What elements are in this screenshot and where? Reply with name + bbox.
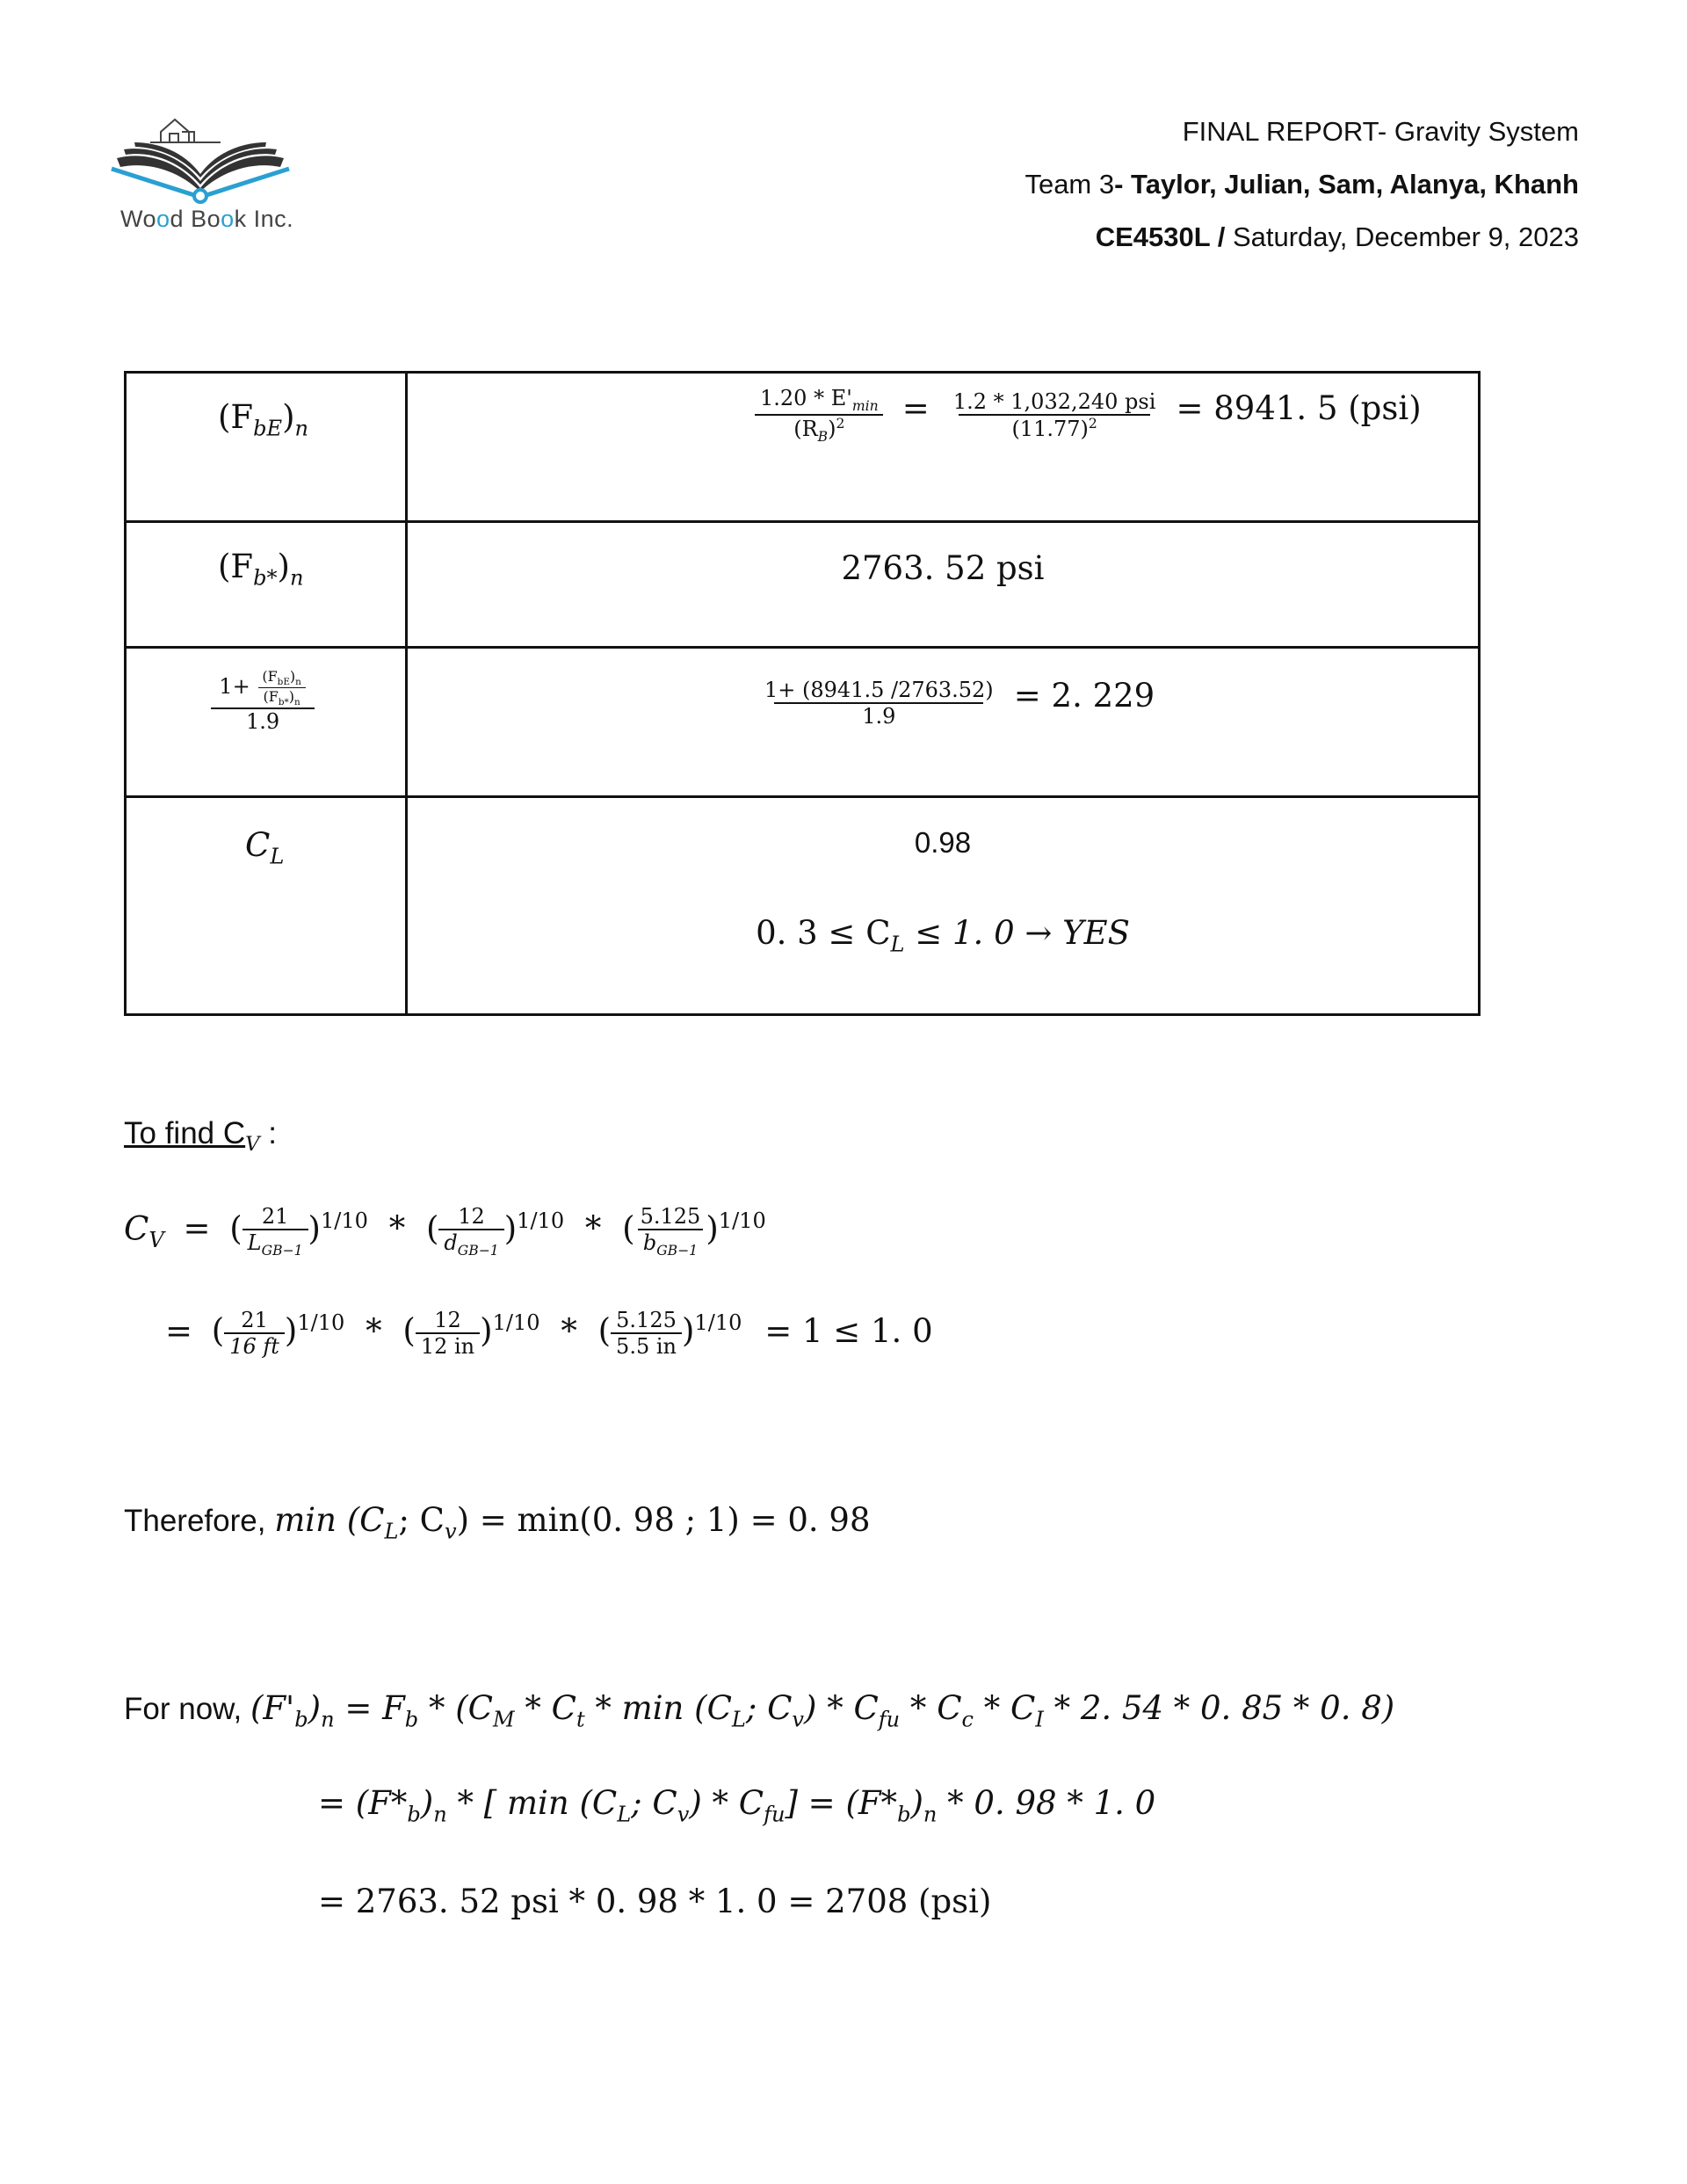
fraction: $\frac{1.20 * E'_{min}}{(R_B)^2}$: [755, 386, 884, 445]
fraction: $\frac{\text{1.2 * 1,032,240 psi}}{(11.77)^2}$: [952, 388, 1156, 441]
table-row: [127, 798, 1478, 1013]
fraction: $\frac{1+ (8941.5 /2763.52)}{1.9}$: [764, 677, 994, 729]
logo-text: Wood Book Inc.: [120, 206, 294, 232]
row-label: [127, 649, 408, 795]
row-label: $(F_{bE})_n$: [127, 374, 408, 520]
range-check: 0. $3 \le C_L \le 1$. 0 → YES: [756, 914, 1130, 957]
calculation-table: [124, 371, 1481, 1016]
table-row: [127, 523, 1478, 649]
row-value: 0.98 0. $3 \le C_L \le 1$. 0 → YES: [408, 798, 1478, 1013]
row-label: $C_L$: [127, 798, 408, 1013]
row-value: $\frac{1.20 * E'_{min}}{(R_B)^2}$ = $\frac{\text{1.2 * 1,032,240 psi}}{(11.77)^2}$ = 8941. 5 (psi): [408, 374, 1478, 520]
course-date-line: CE4530L / Saturday, December 9, 2023: [1095, 221, 1579, 252]
fraction: 1+ $\frac{(F_{bE})_n}{(F_{b*})_n}$ 1.9: [211, 668, 315, 734]
table-row: [127, 649, 1478, 798]
row-value: 2763. 52 psi: [841, 549, 1045, 587]
report-title: FINAL REPORT- Gravity System: [1182, 116, 1579, 147]
table-row: [127, 374, 1478, 523]
for-now-step-2: = $(F*_b)_n$ * [ $\min (C_L$; $C_v) * C_{fu}] = (F*_b)_n * 0$. 98 * 1. 0: [318, 1784, 1156, 1827]
for-now-formula: For now, $(F'_b)_n = F_b * (C_M * C_t * \min (C_L$; $C_v) * C_{fu} * C_c * C_I * 2$. 54 * 0. 85 * 0. 8): [124, 1689, 1395, 1732]
row-label: $(F_{b*})_n$: [127, 523, 408, 646]
cv-formula: $C_V$ = ( $\frac{21}{L_{GB-1}}$ )$^{1/10}$ * ( $\frac{12}{d_{GB-1}}$ )$^{1/10}$ * ( $\frac{5.125}{b_{GB-1}}$ )$^{1/10}$: [124, 1204, 766, 1259]
report-header: [1025, 105, 1579, 264]
company-logo: [108, 107, 293, 239]
cv-evaluation: = ( $\frac{21}{16 ft}$ )$^{1/10}$ * ( $\frac{12}{12 in}$ )$^{1/10}$ * ( $\frac{5.125}{5.5 in}$ )$^{1/10}$ = 1 ≤ 1. 0: [165, 1308, 933, 1359]
book-house-logo-icon: [108, 107, 293, 206]
therefore-line: Therefore, $\min (C_L$; $C_v) = \min(0$. 98 ; 1) = 0. 98: [124, 1501, 871, 1544]
cv-heading: To find $C_V$ :: [124, 1116, 278, 1156]
team-line: Team 3- Taylor, Julian, Sam, Alanya, Khanh: [1025, 169, 1579, 200]
row-value: $\frac{1+ (8941.5 /2763.52)}{1.9}$ = 2. 229: [408, 649, 1478, 795]
for-now-result: = 2763. 52 psi * 0. 98 * 1. 0 = 2708 (psi): [318, 1883, 992, 1920]
